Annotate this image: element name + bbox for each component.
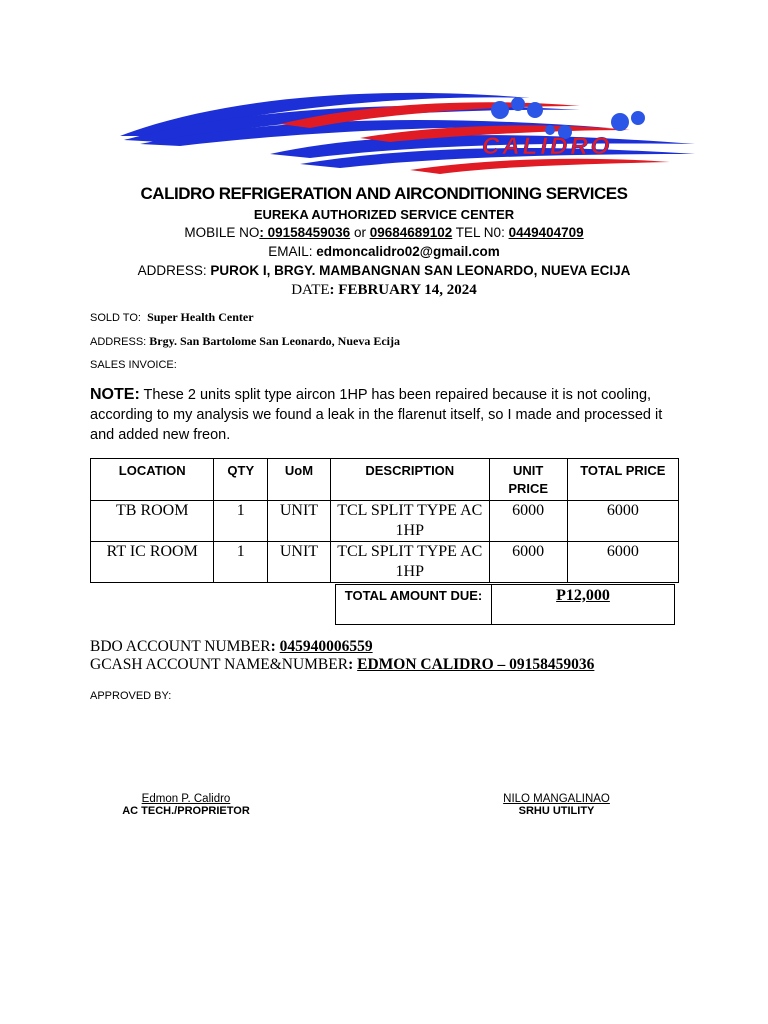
- cell-qty: 1: [214, 501, 268, 542]
- signatory-role-left: AC TECH./PROPRIETOR: [122, 805, 250, 817]
- bdo-separator: :: [270, 638, 280, 655]
- company-address-line: [0, 263, 768, 278]
- or-text: or: [350, 225, 370, 240]
- sold-to-value: Super Health Center: [147, 310, 254, 324]
- customer-address-value: Brgy. San Bartolome San Leonardo, Nueva Ecija: [149, 334, 400, 348]
- table-row: [91, 501, 679, 542]
- note-text: These 2 units split type aircon 1HP has been repaired because it is not cooling, according to my analysis we found a leak in the flarenut itself, so I made and processed it and added new freon.: [90, 387, 663, 443]
- date-line: [0, 282, 768, 299]
- cell-unit-price: 6000: [489, 542, 567, 583]
- company-name: CALIDRO REFRIGERATION AND AIRCONDITIONING SERVICES: [140, 184, 628, 203]
- bdo-label: BDO ACCOUNT NUMBER: [90, 638, 271, 655]
- approved-by-label: APPROVED BY:: [90, 690, 172, 702]
- total-value: P12,000: [492, 585, 675, 625]
- customer-address-line: [90, 334, 400, 349]
- tel-label: TEL N0:: [452, 225, 509, 240]
- bdo-account-number: 045940006559: [279, 638, 373, 655]
- gcash-separator: :: [348, 656, 358, 673]
- table-row: [91, 542, 679, 583]
- table-header-row: [91, 459, 679, 501]
- date-value: : FEBRUARY 14, 2024: [329, 282, 477, 298]
- email-line: [0, 244, 768, 259]
- cell-qty: 1: [214, 542, 268, 583]
- signatory-role-right: SRHU UTILITY: [518, 805, 595, 817]
- signatory-name-left: Edmon P. Calidro: [141, 793, 231, 805]
- cell-location: TB ROOM: [91, 501, 214, 542]
- signature-block-right: [484, 793, 629, 817]
- date-label: DATE: [291, 282, 330, 298]
- total-label: TOTAL AMOUNT DUE:: [336, 585, 492, 625]
- note-paragraph: [90, 385, 680, 445]
- customer-address-label: ADDRESS:: [90, 336, 150, 348]
- company-logo: [110, 84, 702, 176]
- cell-description: TCL SPLIT TYPE AC 1HP: [330, 542, 489, 583]
- cell-description: TCL SPLIT TYPE AC 1HP: [330, 501, 489, 542]
- header-uom: UoM: [268, 459, 331, 501]
- gcash-account-value: EDMON CALIDRO – 09158459036: [357, 656, 595, 673]
- cell-unit-price: 6000: [489, 501, 567, 542]
- total-table: [335, 584, 675, 625]
- mobile-number-1: : 09158459036: [259, 225, 351, 240]
- signature-block-left: [116, 793, 256, 817]
- signatory-name-right: NILO MANGALINAO: [503, 793, 610, 805]
- company-subtitle: EUREKA AUTHORIZED SERVICE CENTER: [253, 207, 515, 222]
- note-label: NOTE:: [90, 386, 140, 403]
- items-table: [90, 458, 679, 583]
- company-address: PUROK I, BRGY. MAMBANGNAN SAN LEONARDO, NUEVA ECIJA: [210, 263, 631, 278]
- email-label: EMAIL:: [268, 244, 317, 259]
- contact-line: [0, 225, 768, 240]
- sold-to-line: [90, 310, 254, 325]
- gcash-label: GCASH ACCOUNT NAME&NUMBER: [90, 656, 349, 673]
- company-address-label: ADDRESS:: [137, 263, 211, 278]
- cell-total-price: 6000: [567, 501, 678, 542]
- header-unit-price: UNIT PRICE: [489, 459, 567, 501]
- email-address: edmoncalidro02@gmail.com: [316, 244, 500, 259]
- cell-uom: UNIT: [268, 542, 331, 583]
- bdo-account-line: [90, 638, 373, 656]
- gcash-account-line: [90, 656, 594, 674]
- tel-number: 0449404709: [508, 225, 584, 240]
- cell-uom: UNIT: [268, 501, 331, 542]
- mobile-label: MOBILE NO: [184, 225, 260, 240]
- header-total-price: TOTAL PRICE: [567, 459, 678, 501]
- mobile-number-2: 09684689102: [369, 225, 453, 240]
- header-location: LOCATION: [91, 459, 214, 501]
- header-qty: QTY: [214, 459, 268, 501]
- sales-invoice-label: SALES INVOICE:: [90, 359, 177, 371]
- sold-to-label: SOLD TO:: [90, 312, 141, 324]
- header-description: DESCRIPTION: [330, 459, 489, 501]
- cell-total-price: 6000: [567, 542, 678, 583]
- logo-text: CALIDRO: [482, 133, 613, 160]
- cell-location: RT IC ROOM: [91, 542, 214, 583]
